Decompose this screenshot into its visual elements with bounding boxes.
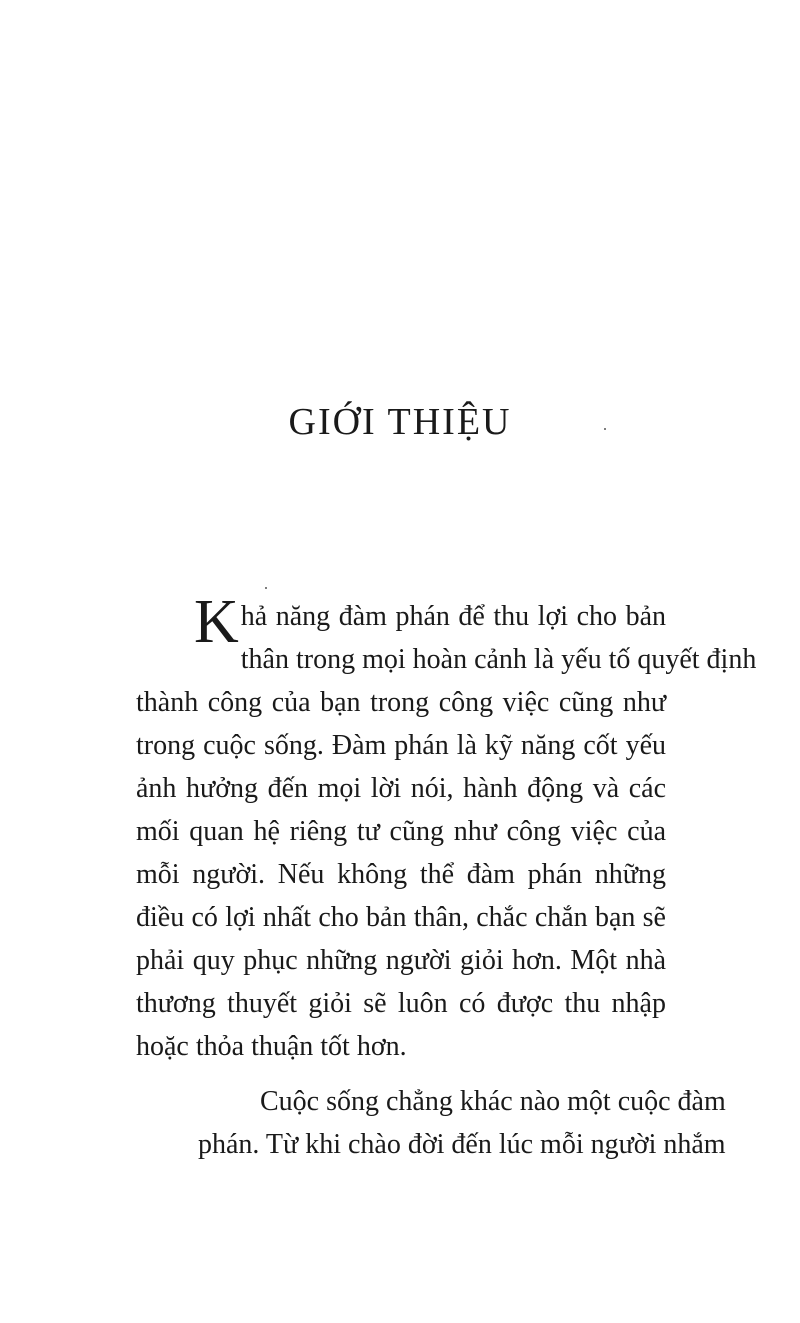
text-line: hoặc thỏa thuận tốt hơn. [136,1031,407,1062]
text-line: thương thuyết giỏi sẽ luôn có được thu nhập [136,988,666,1019]
drop-cap: K [194,588,239,656]
text-line: ảnh hưởng đến mọi lời nói, hành động và các [136,773,666,804]
text-line: thân trong mọi hoàn cảnh là yếu tố quyết định [240,644,757,675]
text-line: phải quy phục những người giỏi hơn. Một nhà [136,945,666,976]
body-text [136,588,757,1166]
text-line: hả năng đàm phán để thu lợi cho bản [240,601,666,632]
print-speck [604,428,606,430]
text-line: mỗi người. Nếu không thể đàm phán những [136,859,666,890]
text-line: Cuộc sống chẳng khác nào một cuộc đàm [260,1086,726,1117]
print-speck [265,587,267,589]
text-line: trong cuộc sống. Đàm phán là kỹ năng cốt yếu [136,730,666,761]
text-line: mối quan hệ riêng tư cũng như công việc của [136,816,666,847]
paragraph-1 [136,588,757,1068]
text-line: phán. Từ khi chào đời đến lúc mỗi người nhắm [198,1129,726,1160]
chapter-title: GIỚI THIỆU [288,401,512,443]
paragraph-2 [136,1080,726,1166]
text-line: thành công của bạn trong công việc cũng như [136,687,666,718]
text-line: điều có lợi nhất cho bản thân, chắc chắn bạn sẽ [136,902,666,933]
